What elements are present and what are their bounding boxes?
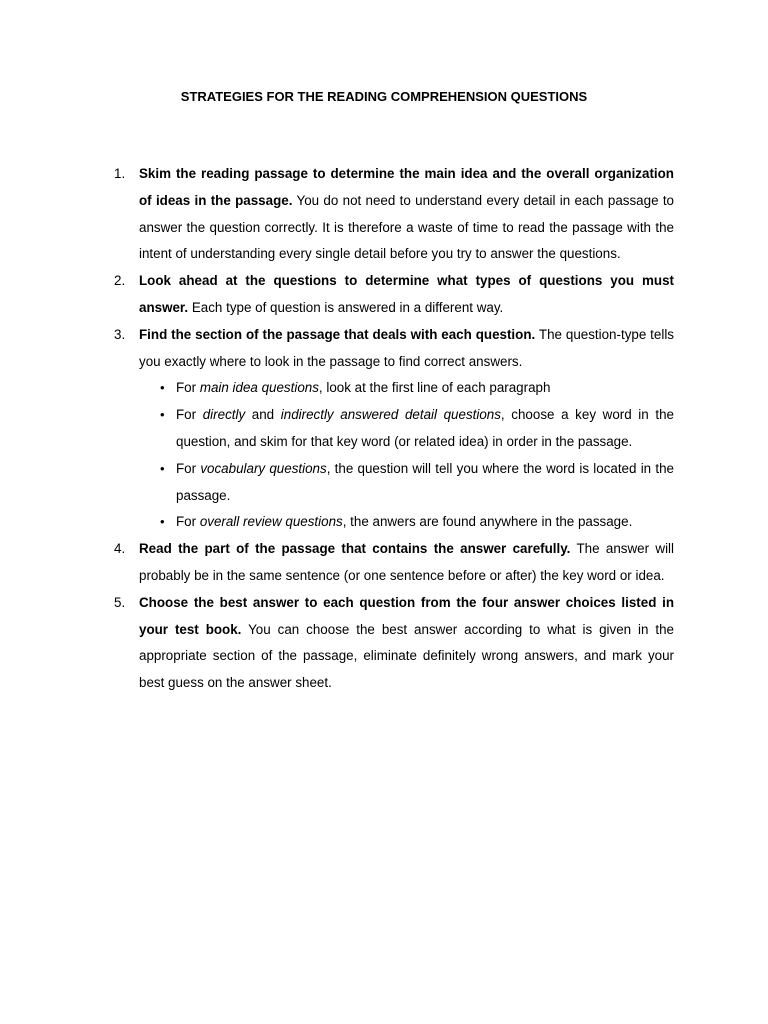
bullet-emphasis: directly (202, 407, 246, 423)
item-body-text: You can choose the best answer according to what is given in the appropriate section of the passage, eliminate definitely wrong answers, and mark your best guess on the answer sheet. (139, 621, 674, 691)
bullet-text: , choose a key word in the question, and skim for that key word (or related idea) in order in the passage. (176, 407, 674, 449)
bullet-emphasis: vocabulary questions (200, 460, 327, 476)
bullet-text: , the question will tell you where the word is located in the passage. (176, 460, 674, 503)
bullet-item-main-idea (139, 375, 674, 402)
bullet-text: , look at the first line of each paragraph (318, 380, 551, 396)
strategy-item-2 (114, 268, 674, 322)
item-number: 5. (114, 594, 126, 610)
bullet-text: , the anwers are found anywhere in the passage. (342, 514, 633, 530)
item-body-text: You do not need to understand every detail in each passage to answer the question correctly. It is therefore a waste of time to read the passage with the intent of understanding every single detail before you try to answer the questions. (139, 192, 674, 262)
item-lead-text: Choose the best answer to each question from the four answer choices listed in your test book. (139, 594, 674, 637)
bullet-emphasis: indirectly answered detail questions (280, 407, 501, 423)
strategy-item-1 (114, 161, 674, 268)
item-number: 3. (114, 326, 126, 342)
bullet-item-detail (139, 402, 674, 456)
bullet-text: For (176, 380, 200, 396)
strategy-list (114, 161, 674, 697)
item-number: 4. (114, 541, 126, 557)
item-lead-text: Look ahead at the questions to determine what types of questions you must answer. (139, 273, 674, 315)
item-number: 1. (114, 166, 126, 181)
item-body-text: The question-type tells you exactly where to look in the passage to find correct answers. (139, 326, 674, 369)
item-number: 2. (114, 273, 126, 289)
bullet-emphasis: main idea questions (199, 380, 319, 396)
bullet-item-vocabulary (139, 456, 674, 510)
strategy-item-5 (114, 590, 674, 697)
bullet-text: For (176, 460, 201, 476)
bullet-text: For (176, 514, 200, 530)
bullet-item-overall-review (139, 509, 674, 536)
bullet-text: For (176, 407, 203, 423)
bullet-icon: • (160, 514, 165, 530)
item-lead-text: Find the section of the passage that deals with each question. (139, 326, 536, 342)
item-lead-text: Read the part of the passage that contains the answer carefully. (139, 541, 571, 557)
item-body-text: The answer will probably be in the same sentence (or one sentence before or after) the key word or idea. (139, 541, 674, 583)
item-lead-text: Skim the reading passage to determine the main idea and the overall organization of ideas in the passage. (139, 166, 674, 208)
bullet-icon: • (160, 380, 165, 396)
bullet-icon: • (160, 407, 165, 423)
bullet-icon: • (160, 460, 165, 476)
question-type-bullet-list (139, 375, 674, 536)
document-title: STRATEGIES FOR THE READING COMPREHENSION QUESTIONS (180, 89, 588, 104)
item-body-text: Each type of question is answered in a different way. (188, 299, 504, 315)
strategy-item-3 (114, 322, 674, 536)
strategy-item-4 (114, 536, 674, 590)
bullet-emphasis: overall review questions (199, 514, 343, 530)
bullet-text: and (245, 407, 281, 423)
